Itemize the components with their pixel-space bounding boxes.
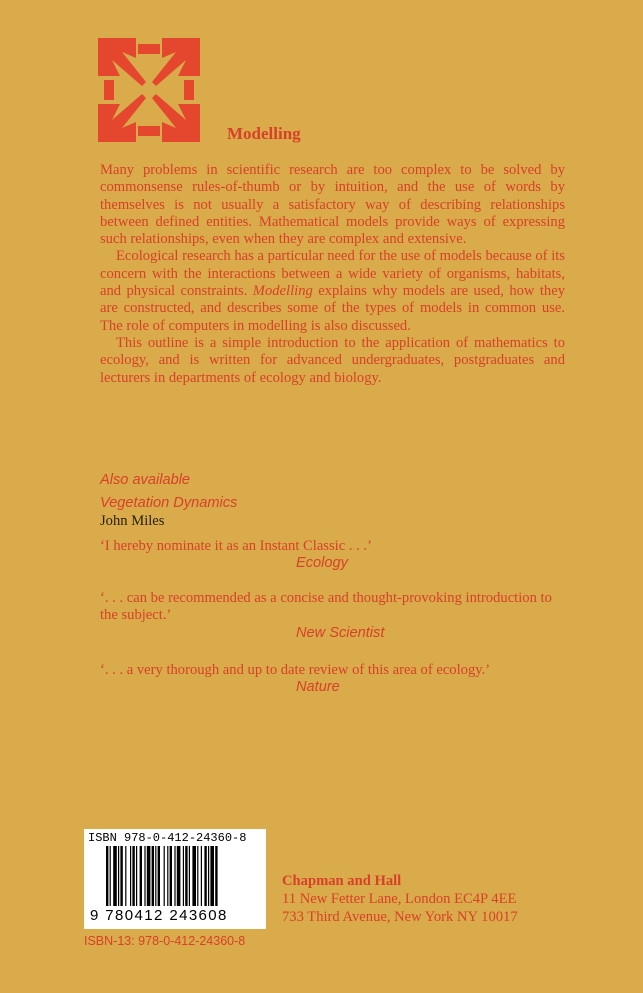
publisher-block xyxy=(282,872,518,926)
series-title: Modelling xyxy=(227,124,301,143)
quote-text: ‘. . . a very thorough and up to date review of this area of ecology.’ xyxy=(100,662,491,678)
book-title: Vegetation Dynamics xyxy=(100,495,238,511)
series-logo xyxy=(98,38,200,142)
quote-text: ‘I hereby nominate it as an Instant Classic . . .’ xyxy=(100,538,372,554)
blurb-paragraph-2 xyxy=(100,248,565,334)
quote-source: New Scientist xyxy=(296,624,385,641)
quote-2 xyxy=(100,590,565,642)
quote-source: Nature xyxy=(296,679,340,696)
blurb-paragraph-1: Many problems in scientific research are too complex to be solved by commonsense rules-of-thumb or by intuition, and the use of words by themselves is not usually a satisfactory way of describing relationships between defined entities. Mathematical models provide ways of expressing such relationships, even when they are complex and extensive. xyxy=(100,162,565,248)
blurb-modelling-emphasis: Modelling xyxy=(252,283,313,300)
publisher-address-london: 11 New Fetter Lane, London EC4P 4EE xyxy=(282,891,517,907)
publisher-address-newyork: 733 Third Avenue, New York NY 10017 xyxy=(282,909,518,925)
also-available-heading: Also available xyxy=(100,472,191,488)
quote-1 xyxy=(100,538,565,573)
barcode-bars xyxy=(106,846,258,908)
publisher-name: Chapman and Hall xyxy=(282,873,402,889)
isbn13-label: ISBN-13: 978-0-412-24360-8 xyxy=(84,934,246,948)
book-author: John Miles xyxy=(100,513,165,529)
blurb-paragraph-2-text: Ecological research has a particular need for the use of models because of its concern with the interactions between a wide variety of organisms, habitats, and physical constraints. xyxy=(100,248,565,300)
blurb-paragraph-3: This outline is a simple introduction to the application of mathematics to ecology, and is written for advanced undergraduates, postgraduates and lecturers in departments of ecology and biology. xyxy=(100,334,565,386)
barcode-isbn-label: ISBN 978-0-412-24360-8 xyxy=(88,831,247,845)
barcode xyxy=(84,829,266,929)
blurb xyxy=(100,162,565,387)
blurb-paragraph-2-continued: explains why models are used, how they are constructed, and describes some of the types of models in common use. The role of computers in modelling is also discussed. xyxy=(100,283,565,334)
barcode-digits: 9 780412 243608 xyxy=(90,907,228,924)
quote-source: Ecology xyxy=(296,555,348,572)
quote-3 xyxy=(100,662,565,697)
quote-text: ‘. . . can be recommended as a concise and thought-provoking introduction to the subject.’ xyxy=(100,590,552,624)
